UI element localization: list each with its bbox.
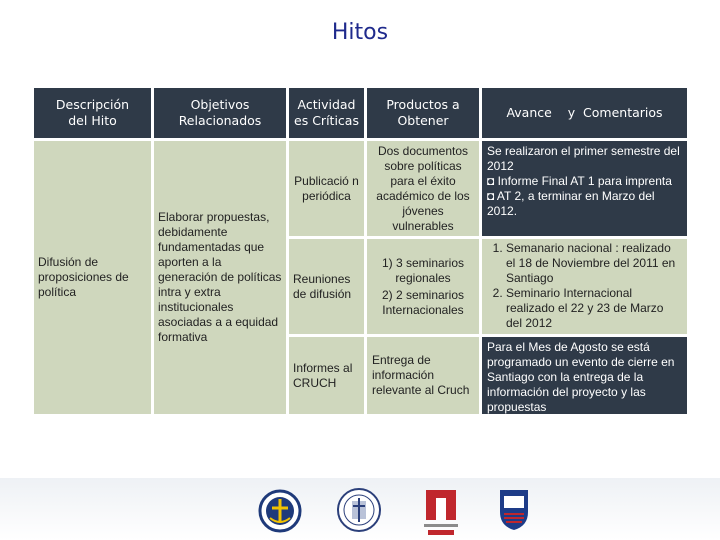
row3-actividad-text: Informes al CRUCH	[293, 360, 353, 390]
row1-productos	[367, 141, 479, 236]
header-objetivos	[154, 88, 286, 138]
row3-avance-text: Para el Mes de Agosto se está programado un evento de cierre en Santiago con la entrega de la información del proyecto y las propuestas	[487, 340, 675, 414]
descripcion-hito-text: Difusión de proposiciones de política	[38, 255, 129, 299]
header-actividad	[289, 88, 364, 138]
header-avance	[482, 88, 687, 138]
header-actividad-label: Actividad es Críticas	[294, 97, 359, 128]
row1-avance-item-2: ◘ AT 2, a terminar en Marzo del 2012.	[487, 189, 655, 218]
row1-avance-item-1: ◘ Informe Final AT 1 para imprenta	[487, 174, 672, 188]
row1-productos-text: Dos documentos sobre políticas para el éxito académico de los jóvenes vulnerables	[376, 143, 470, 233]
row2-avance-item-1: 1. Semanario nacional : realizado el 18 de Noviembre del 2011 en Santiago	[506, 241, 682, 286]
header-productos	[367, 88, 479, 138]
row2-productos	[367, 239, 479, 334]
row2-actividad	[289, 239, 364, 334]
header-descripcion-label: Descripción del Hito	[55, 97, 130, 128]
row2-actividad-text: Reuniones de difusión	[293, 271, 352, 301]
objetivo-cell	[154, 141, 286, 414]
row1-avance-intro: Se realizaron el primer semestre del 2012	[487, 144, 680, 173]
header-descripcion	[34, 88, 151, 138]
page-title: Hitos	[331, 20, 389, 45]
header-objetivos-label: Objetivos Relacionados	[178, 97, 262, 128]
row1-actividad-text: Publicació n periódica	[294, 173, 359, 203]
row2-productos-item-1: 1) 3 seminarios regionales	[381, 255, 465, 285]
row2-avance	[482, 239, 687, 334]
row3-actividad	[289, 337, 364, 414]
row2-avance-item-2: 2. Seminario Internacional realizado el 22 y 23 de Marzo del 2012	[506, 286, 682, 331]
logo-biobio	[494, 486, 534, 536]
objetivo-text: Elaborar propuestas, debidamente fundamentadas que aporten a la generación de políticas intra y extra institucionales asociadas a a equidad formativa	[158, 210, 282, 344]
row2-avance-list	[487, 241, 682, 331]
logo-talca	[420, 488, 462, 538]
logo-catolica-temuco	[258, 488, 302, 534]
row3-productos	[367, 337, 479, 414]
header-productos-label: Productos a Obtener	[386, 97, 460, 128]
row3-avance	[482, 337, 687, 414]
row1-avance	[482, 141, 687, 236]
logo-catolica-maule	[336, 486, 382, 534]
row1-actividad	[289, 141, 364, 236]
row2-productos-item-2: 2) 2 seminarios Internacionales	[381, 287, 465, 317]
row3-productos-text: Entrega de información relevante al Cruch	[372, 353, 470, 397]
descripcion-hito-cell	[34, 141, 151, 414]
header-avance-label: Avance y Comentarios	[506, 105, 663, 120]
